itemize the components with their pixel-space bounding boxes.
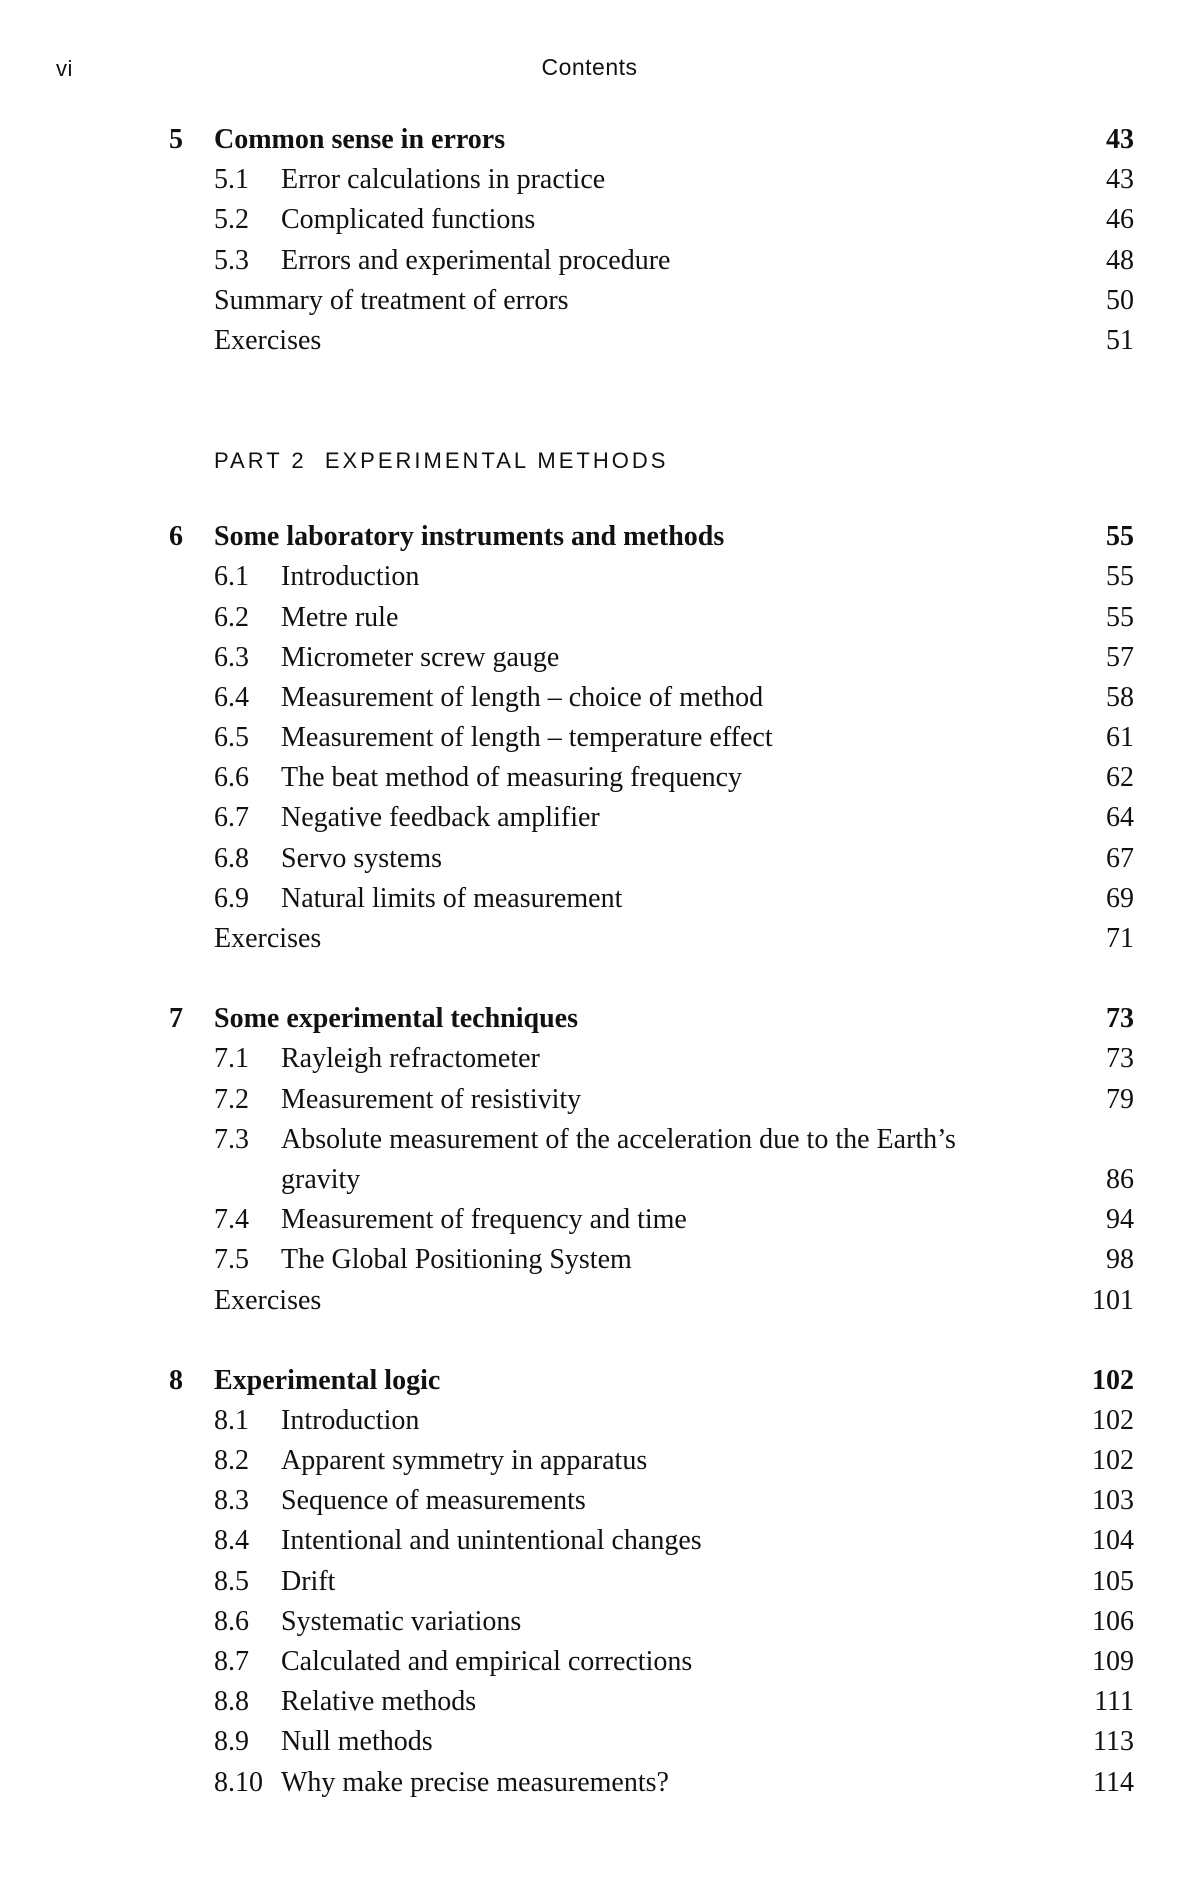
section-title-continued: gravity [281, 1163, 361, 1195]
section-page: 114 [1093, 1766, 1134, 1798]
chapter-page: 102 [1092, 1364, 1134, 1396]
section-page: 73 [1106, 1043, 1134, 1075]
toc-section[interactable] [0, 1200, 1179, 1240]
section-page: 46 [1106, 204, 1134, 236]
section-number: 6.2 [214, 601, 249, 633]
toc-section[interactable] [0, 879, 1179, 919]
section-number: 6.8 [214, 842, 249, 874]
section-number: 8.3 [214, 1485, 249, 1517]
toc-section[interactable] [0, 678, 1179, 718]
section-page: 55 [1106, 601, 1134, 633]
section-page: 105 [1092, 1565, 1134, 1597]
extra-page: 50 [1106, 284, 1134, 316]
chapter-heading-5[interactable] [0, 120, 1179, 160]
section-page: 58 [1106, 681, 1134, 713]
section-title: Measurement of length – choice of method [281, 681, 764, 713]
section-page: 98 [1106, 1244, 1134, 1276]
section-title: Absolute measurement of the acceleration due to the Earth’s [281, 1123, 956, 1155]
toc-section[interactable] [0, 758, 1179, 798]
toc-section[interactable] [0, 160, 1179, 200]
chapter-page: 55 [1106, 521, 1134, 553]
toc-section[interactable] [0, 1521, 1179, 1561]
section-number: 7.2 [214, 1083, 249, 1115]
part-label: PART 2 EXPERIMENTAL METHODS [214, 448, 669, 474]
section-title: Why make precise measurements? [281, 1766, 669, 1798]
section-title: Micrometer screw gauge [281, 641, 560, 673]
section-page: 102 [1092, 1445, 1134, 1477]
chapter-title: Common sense in errors [214, 124, 506, 155]
section-title: The Global Positioning System [281, 1244, 632, 1276]
extra-title: Exercises [214, 1284, 322, 1316]
extra-title: Exercises [214, 923, 322, 954]
section-number: 7.5 [214, 1244, 249, 1276]
chapter-heading-6[interactable] [0, 517, 1179, 557]
section-title: Negative feedback amplifier [281, 802, 600, 834]
section-title: Introduction [281, 1404, 420, 1436]
toc-section[interactable] [0, 557, 1179, 597]
section-title: Measurement of length – temperature effect [281, 722, 773, 754]
section-number: 6.3 [214, 641, 249, 673]
section-title: Relative methods [281, 1686, 477, 1718]
section-page: 111 [1094, 1686, 1134, 1718]
section-title: Null methods [281, 1726, 433, 1758]
section-title: Apparent symmetry in apparatus [281, 1445, 648, 1477]
section-page: 109 [1092, 1646, 1134, 1677]
section-number: 8.8 [214, 1686, 249, 1718]
toc-section[interactable] [0, 1481, 1179, 1521]
section-page: 86 [1106, 1163, 1134, 1195]
section-title: Intentional and unintentional changes [281, 1525, 702, 1557]
section-title: Complicated functions [281, 204, 536, 236]
section-page: 67 [1106, 842, 1134, 874]
chapter-title: Some experimental techniques [214, 1003, 578, 1035]
extra-page: 51 [1106, 324, 1134, 356]
toc-section[interactable] [0, 1080, 1179, 1120]
section-number: 5.1 [214, 164, 249, 196]
section-number: 7.3 [214, 1123, 249, 1155]
toc-extra[interactable] [0, 919, 1179, 959]
spacer [0, 959, 1179, 999]
section-number: 6.9 [214, 882, 249, 914]
section-number: 8.10 [214, 1766, 263, 1798]
toc-extra[interactable] [0, 281, 1179, 321]
toc-section[interactable] [0, 1642, 1179, 1682]
toc-section[interactable] [0, 1763, 1179, 1803]
chapter-title: Experimental logic [214, 1364, 441, 1396]
section-title: Rayleigh refractometer [281, 1043, 540, 1075]
spacer [0, 481, 1179, 517]
section-title: Drift [281, 1565, 336, 1597]
toc-section[interactable] [0, 1602, 1179, 1642]
toc-section[interactable] [0, 1401, 1179, 1441]
section-number: 8.6 [214, 1605, 249, 1637]
section-page: 79 [1106, 1083, 1134, 1115]
section-title: Systematic variations [281, 1605, 522, 1637]
section-page: 43 [1106, 164, 1134, 196]
spacer [0, 361, 1179, 441]
section-page: 55 [1106, 561, 1134, 593]
section-number: 5.3 [214, 244, 249, 276]
part-heading [0, 441, 1179, 481]
toc-section[interactable] [0, 638, 1179, 678]
section-title: Measurement of frequency and time [281, 1204, 687, 1236]
extra-page: 101 [1092, 1284, 1134, 1316]
chapter-page: 73 [1106, 1003, 1134, 1035]
page-number: vi [56, 56, 73, 81]
toc-extra[interactable] [0, 1281, 1179, 1321]
chapter-title: Some laboratory instruments and methods [214, 521, 725, 553]
section-number: 6.1 [214, 561, 249, 593]
section-number: 6.4 [214, 681, 249, 713]
section-page: 69 [1106, 882, 1134, 914]
chapter-number: 6 [169, 521, 183, 553]
section-page: 61 [1106, 722, 1134, 754]
section-title: The beat method of measuring frequency [281, 762, 743, 794]
section-page: 104 [1092, 1525, 1134, 1557]
toc-section[interactable] [0, 1722, 1179, 1762]
section-number: 7.1 [214, 1043, 249, 1075]
section-title: Natural limits of measurement [281, 882, 623, 914]
toc-section[interactable] [0, 1441, 1179, 1481]
section-number: 6.6 [214, 762, 249, 794]
section-title: Servo systems [281, 842, 442, 874]
section-number: 6.5 [214, 722, 249, 754]
section-title: Metre rule [281, 601, 399, 633]
toc-section[interactable] [0, 200, 1179, 240]
chapter-heading-8[interactable] [0, 1361, 1179, 1401]
chapter-number: 5 [169, 124, 183, 155]
section-title: Errors and experimental procedure [281, 244, 671, 276]
section-page: 94 [1106, 1204, 1134, 1236]
section-page: 103 [1092, 1485, 1134, 1517]
toc-section[interactable] [0, 1562, 1179, 1602]
section-page: 113 [1093, 1726, 1134, 1758]
section-title: Error calculations in practice [281, 164, 606, 196]
extra-title: Exercises [214, 324, 322, 356]
toc-section[interactable] [0, 1240, 1179, 1280]
extra-page: 71 [1106, 923, 1134, 954]
chapter-number: 8 [169, 1364, 183, 1396]
section-number: 8.5 [214, 1565, 249, 1597]
running-head: Contents [541, 54, 638, 80]
section-page: 64 [1106, 802, 1134, 834]
section-page: 62 [1106, 762, 1134, 794]
section-page: 102 [1092, 1404, 1134, 1436]
extra-title: Summary of treatment of errors [214, 284, 569, 316]
toc-section[interactable] [0, 241, 1179, 281]
chapter-number: 7 [169, 1003, 183, 1035]
toc-section[interactable] [0, 1039, 1179, 1079]
section-title: Calculated and empirical corrections [281, 1646, 693, 1677]
table-of-contents [0, 120, 1179, 1803]
toc-section[interactable] [0, 1120, 1179, 1160]
section-page: 57 [1106, 641, 1134, 673]
chapter-heading-7[interactable] [0, 999, 1179, 1039]
section-number: 8.1 [214, 1404, 249, 1436]
section-number: 7.4 [214, 1204, 249, 1236]
section-number: 8.9 [214, 1726, 249, 1758]
section-page: 106 [1092, 1605, 1134, 1637]
toc-extra[interactable] [0, 321, 1179, 361]
section-number: 8.7 [214, 1646, 249, 1677]
toc-section[interactable] [0, 598, 1179, 638]
section-title: Sequence of measurements [281, 1485, 586, 1517]
section-number: 5.2 [214, 204, 249, 236]
toc-section[interactable] [0, 718, 1179, 758]
section-number: 6.7 [214, 802, 249, 834]
section-number: 8.2 [214, 1445, 249, 1477]
section-number: 8.4 [214, 1525, 249, 1557]
spacer [0, 1321, 1179, 1361]
toc-section[interactable] [0, 1682, 1179, 1722]
section-title: Measurement of resistivity [281, 1083, 582, 1115]
chapter-page: 43 [1106, 124, 1134, 155]
toc-section[interactable] [0, 798, 1179, 838]
toc-section-continuation[interactable] [0, 1160, 1179, 1200]
section-page: 48 [1106, 244, 1134, 276]
section-title: Introduction [281, 561, 420, 593]
toc-section[interactable] [0, 839, 1179, 879]
